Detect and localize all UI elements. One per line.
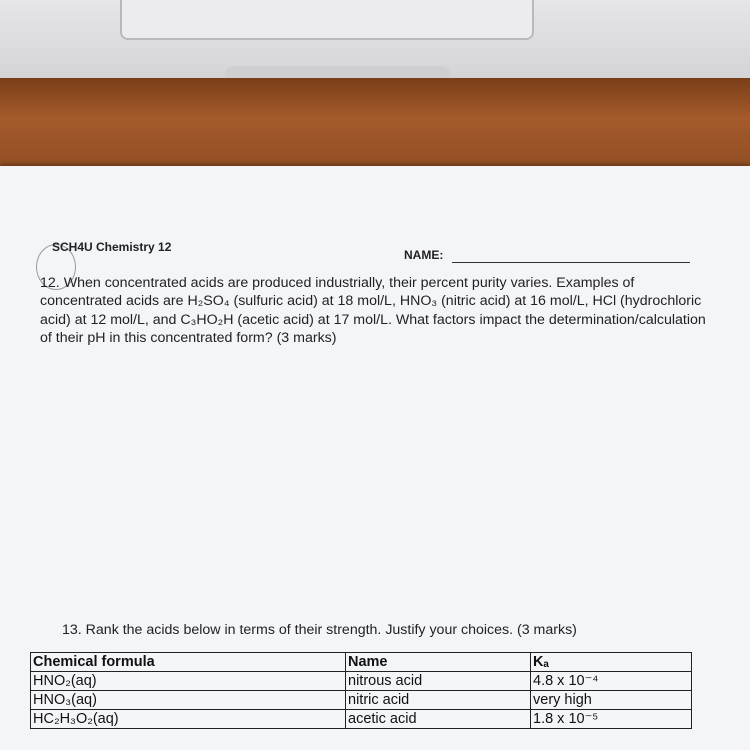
cell-formula: HNO₂(aq) [31,672,346,691]
cell-ka: very high [531,691,692,710]
name-label: NAME: [404,248,444,262]
question-12-number: 12. [40,275,60,291]
question-12 [40,274,710,348]
table-row [31,672,692,691]
cell-name: nitric acid [346,691,531,710]
table-row [31,691,692,710]
table-header-row [31,653,692,672]
worksheet-paper [0,166,750,750]
laptop-edge [0,0,750,78]
acid-table [30,652,692,729]
cell-name: acetic acid [346,710,531,729]
course-title: SCH4U Chemistry 12 [52,240,172,254]
table-row [31,710,692,729]
cell-formula: HNO₃(aq) [31,691,346,710]
wooden-table [0,78,750,178]
laptop-trackpad [120,0,534,40]
cell-name: nitrous acid [346,672,531,691]
name-field-line [452,262,690,263]
question-12-text: When concentrated acids are produced industrially, their percent purity varies. Examples of concentrated acids are H₂SO₄ (sulfuric acid) at 18 mol/L, HNO₃ (nitric acid) at 16 mol/L, HCl (hydrochloric acid) at 12 mol/L, and C₃HO₂H (acetic acid) at 17 mol/L. What factors impact the determination/calculation of their pH in this concentrated form? (3 marks) [40,275,706,347]
cell-formula: HC₂H₃O₂(aq) [31,710,346,729]
cell-ka: 1.8 x 10⁻⁵ [531,710,692,729]
cell-ka: 4.8 x 10⁻⁴ [531,672,692,691]
laptop-notch [225,66,450,78]
header-name: Name [346,653,531,672]
header-chemical-formula: Chemical formula [31,653,346,672]
question-13: 13. Rank the acids below in terms of their strength. Justify your choices. (3 marks) [62,622,577,638]
header-ka: Kₐ [531,653,692,672]
